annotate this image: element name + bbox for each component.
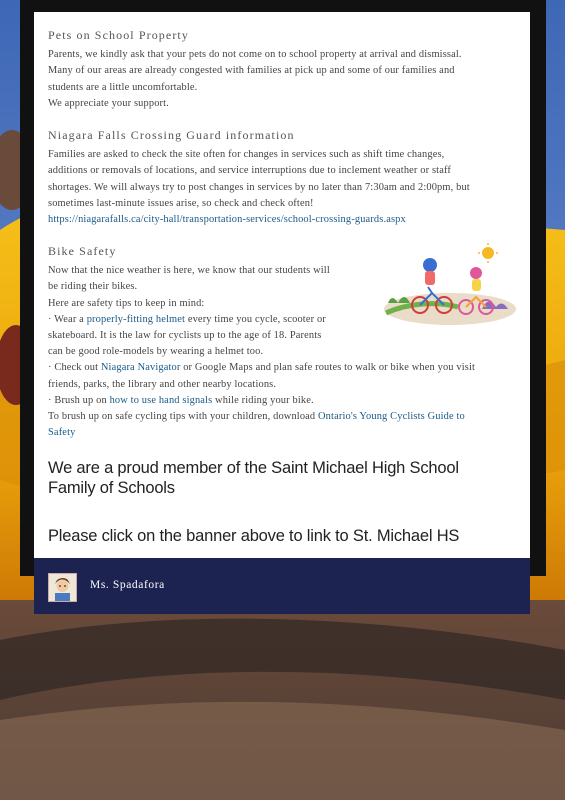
kids-riding-bikes-illustration	[378, 243, 518, 329]
young-cyclists-guide-link-cont[interactable]: Safety	[48, 427, 76, 439]
member-line: We are a proud member of the Saint Michael High School	[48, 459, 459, 477]
bike-safety-section	[48, 243, 518, 441]
member-statement	[48, 458, 518, 498]
hand-signals-tip: · Brush up on how to use hand signals while riding your bike.	[48, 394, 314, 406]
helmet-tip: · Wear a properly-fitting helmet every time you cycle, scooter or	[48, 313, 326, 325]
navigator-tip: · Check out Niagara Navigator or Google Maps and plan safe routes to walk or bike when you visit	[48, 362, 476, 374]
pets-text-line: Many of our areas are already congested with families at pick up and some of our families and	[48, 65, 455, 77]
young-cyclists-guide-link[interactable]: Ontario's Young Cyclists Guide to	[318, 411, 465, 423]
helmet-tip-line: skateboard. It is the law for cyclists up to the age of 18. Parents	[48, 330, 322, 342]
bike-intro-line: Here are safety tips to keep in mind:	[48, 297, 205, 309]
author-name[interactable]: Ms. Spadafora	[90, 579, 165, 591]
cycling-guide-line: To brush up on safe cycling tips with your children, download Ontario's Young Cyclists Guide to	[48, 411, 465, 423]
bike-intro-line: Now that the nice weather is here, we know that our students will	[48, 265, 330, 277]
niagara-navigator-link[interactable]: Niagara Navigator	[100, 362, 181, 374]
crossing-text-line: sometimes last-minute issues arise, so check and check often!	[48, 197, 314, 209]
bike-intro-line: be riding their bikes.	[48, 281, 138, 293]
crossing-text-line: shortages. We will always try to post changes in services by no later than 7:30am and 2:00pm, but	[48, 181, 470, 193]
pets-section	[48, 27, 462, 112]
hand-signals-link[interactable]: how to use hand signals	[109, 394, 213, 406]
pets-text-line: Parents, we kindly ask that your pets do not come on to school property at arrival and dismissal.	[48, 49, 462, 61]
crossing-text-line: Families are asked to check the site often for changes in services such as shift time changes,	[48, 149, 445, 161]
navigator-tip-line: friends, parks, the library and other nearby locations.	[48, 378, 277, 390]
pets-heading: Pets on School Property	[48, 28, 189, 42]
pets-text-line: We appreciate your support.	[48, 97, 169, 109]
crossing-guard-section	[48, 127, 470, 228]
bike-safety-heading: Bike Safety	[48, 244, 117, 258]
helmet-link[interactable]: properly-fitting helmet	[86, 313, 186, 325]
crossing-text-line: additions or removals of locations, and service interruptions due to inclement weather or staff	[48, 165, 452, 177]
author-footer	[34, 558, 530, 614]
helmet-tip-line: can be good role-models by wearing a helmet too.	[48, 346, 264, 358]
crossing-guard-heading: Niagara Falls Crossing Guard information	[48, 128, 295, 142]
banner-click-instruction: Please click on the banner above to link to St. Michael HS	[48, 527, 460, 545]
pets-text-line: students are a little uncomfortable.	[48, 81, 198, 93]
crossing-guard-link[interactable]: https://niagarafalls.ca/city-hall/transportation-services/school-crossing-guards.aspx	[48, 214, 406, 226]
member-line: Family of Schools	[48, 479, 175, 497]
author-avatar-icon[interactable]	[48, 573, 77, 602]
newsletter-card	[34, 12, 530, 558]
